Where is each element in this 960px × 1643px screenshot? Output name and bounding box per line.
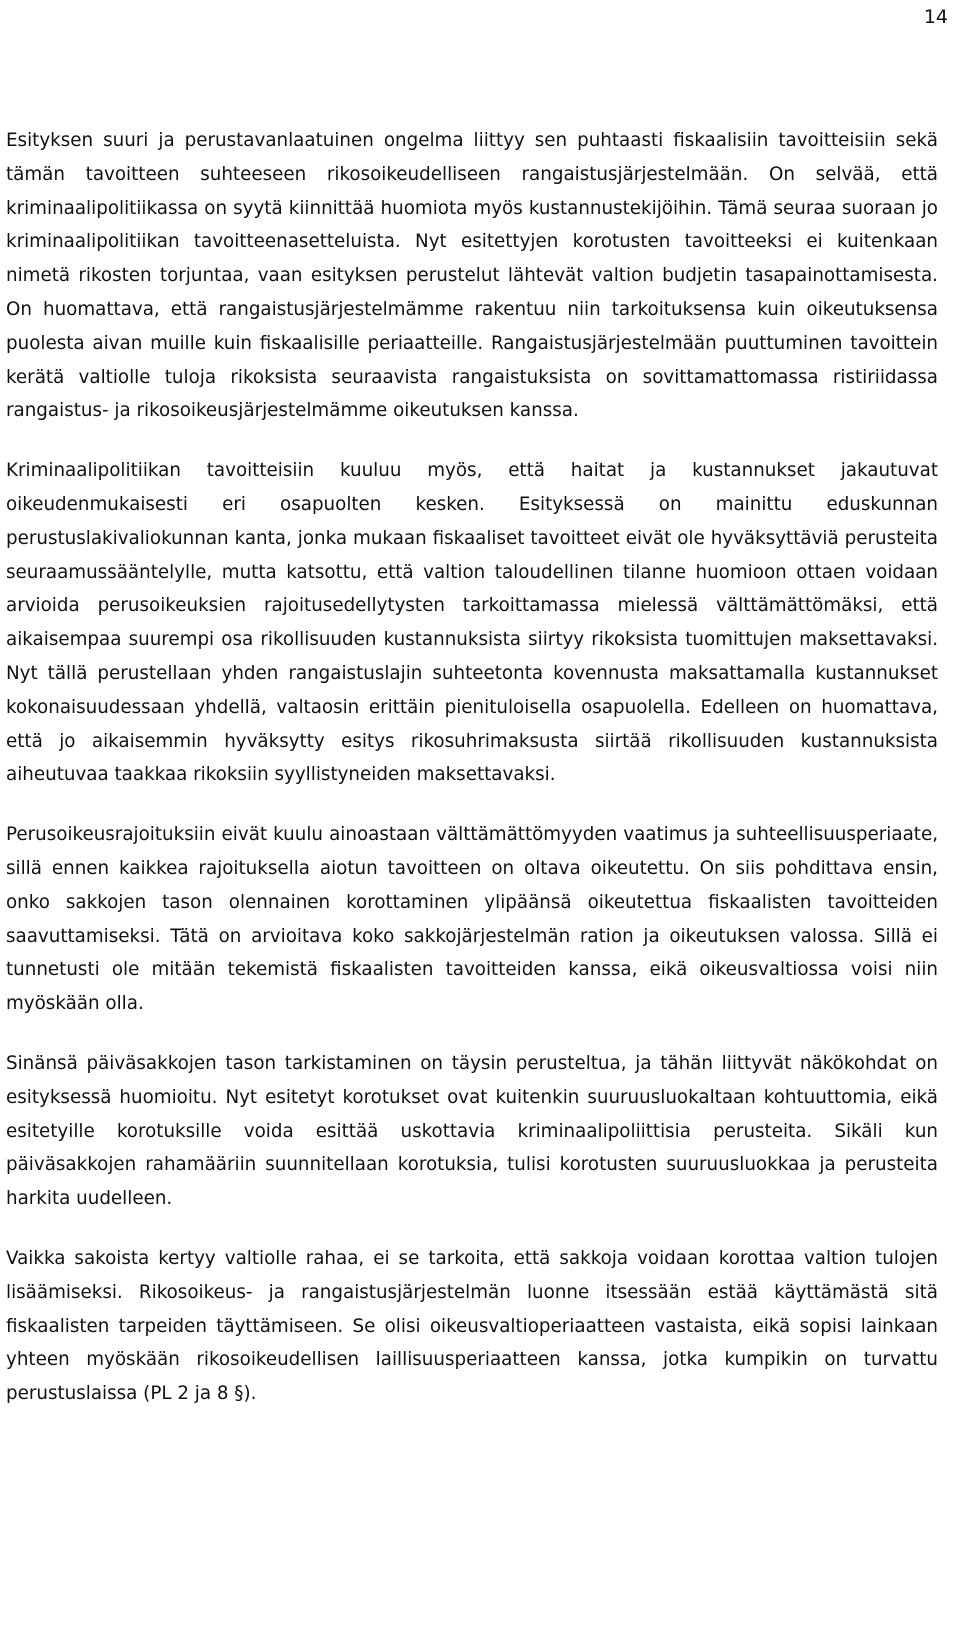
paragraph-2: Kriminaalipolitiikan tavoitteisiin kuuluu myös, että haitat ja kustannukset jakautuvat oikeudenmukaisesti eri osapuolten kesken. Esityksessä on mainittu eduskunnan perustuslakivaliokunnan kanta, jonka mukaan fiskaaliset tavoitteet eivät ole hyväksyttäviä perusteita seuraamussääntelylle, mutta katsottu, että valtion taloudellinen tilanne huomioon ottaen voidaan arvioida perusoikeuksien rajoitusedellytysten tarkoittamassa mielessä välttämättömäksi, että aikaisempaa suurempi osa rikollisuuden kustannuksista siirtyy rikoksista tuomittujen maksettavaksi. Nyt tällä perustellaan yhden rangaistuslajin suhteetonta kovennusta maksattamalla kustannukset kokonaisuudessaan yhdellä, valtaosin erittäin pienituloisella osapuolella. Edelleen on huomattava, että jo aikaisemmin hyväksytty esitys rikosuhrimaksusta siirtää rikollisuuden kustannuksista aiheutuvaa taakkaa rikoksiin syyllistyneiden maksettavaksi. <box>6 460 938 786</box>
paragraph-5: Vaikka sakoista kertyy valtiolle rahaa, ei se tarkoita, että sakkoja voidaan korottaa valtion tulojen lisäämiseksi. Rikosoikeus- ja rangaistusjärjestelmän luonne itsessään estää käyttämästä sitä fiskaalisten tarpeiden täyttämiseen. Se olisi oikeusvaltioperiaatteen vastaista, eikä sopisi lainkaan yhteen myöskään rikosoikeudellisen laillisuusperiaatteen kanssa, jotka kumpikin on turvattu perustuslaissa (PL 2 ja 8 §). <box>6 1247 938 1405</box>
document-body <box>6 124 938 1411</box>
paragraph-3: Perusoikeusrajoituksiin eivät kuulu ainoastaan välttämättömyyden vaatimus ja suhteellisuusperiaate, sillä ennen kaikkea rajoituksella aiotun tavoitteen on oltava oikeutettu. On siis pohdittava ensin, onko sakkojen tason olennainen korottaminen ylipäänsä oikeutettua fiskaalisten tavoitteiden saavuttamiseksi. Tätä on arvioitava koko sakkojärjestelmän ration ja oikeutuksen valossa. Sillä ei tunnetusti ole mitään tekemistä fiskaalisten tavoitteiden kanssa, eikä oikeusvaltiossa voisi niin myöskään olla. <box>6 824 938 1015</box>
paragraph-4: Sinänsä päiväsakkojen tason tarkistaminen on täysin perusteltua, ja tähän liittyvät näkökohdat on esityksessä huomioitu. Nyt esitetyt korotukset ovat kuitenkin suuruusluokaltaan kohtuuttomia, eikä esitetyille korotuksille voida esittää uskottavia kriminaalipoliittisia perusteita. Sikäli kun päiväsakkojen rahamääriin suunnitellaan korotuksia, tulisi korotusten suuruusluokkaa ja perusteita harkita uudelleen. <box>6 1052 938 1210</box>
paragraph-1: Esityksen suuri ja perustavanlaatuinen ongelma liittyy sen puhtaasti fiskaalisiin tavoitteisiin sekä tämän tavoitteen suhteeseen rikosoikeudelliseen rangaistusjärjestelmään. On selvää, että kriminaalipolitiikassa on syytä kiinnittää huomiota myös kustannustekijöihin. Tämä seuraa suoraan jo kriminaalipolitiikan tavoitteenasetteluista. Nyt esitettyjen korotusten tavoitteeksi ei kuitenkaan nimetä rikosten torjuntaa, vaan esityksen perustelut lähtevät valtion budjetin tasapainottamisesta. On huomattava, että rangaistusjärjestelmämme rakentuu niin tarkoituksensa kuin oikeutuksensa puolesta aivan muille kuin fiskaalisille periaatteille. Rangaistusjärjestelmään puuttuminen tavoittein kerätä valtiolle tuloja rikoksista seuraavista rangaistuksista on sovittamattomassa ristiriidassa rangaistus- ja rikosoikeusjärjestelmämme oikeutuksen kanssa. <box>6 130 938 422</box>
page-number: 14 <box>923 6 948 28</box>
